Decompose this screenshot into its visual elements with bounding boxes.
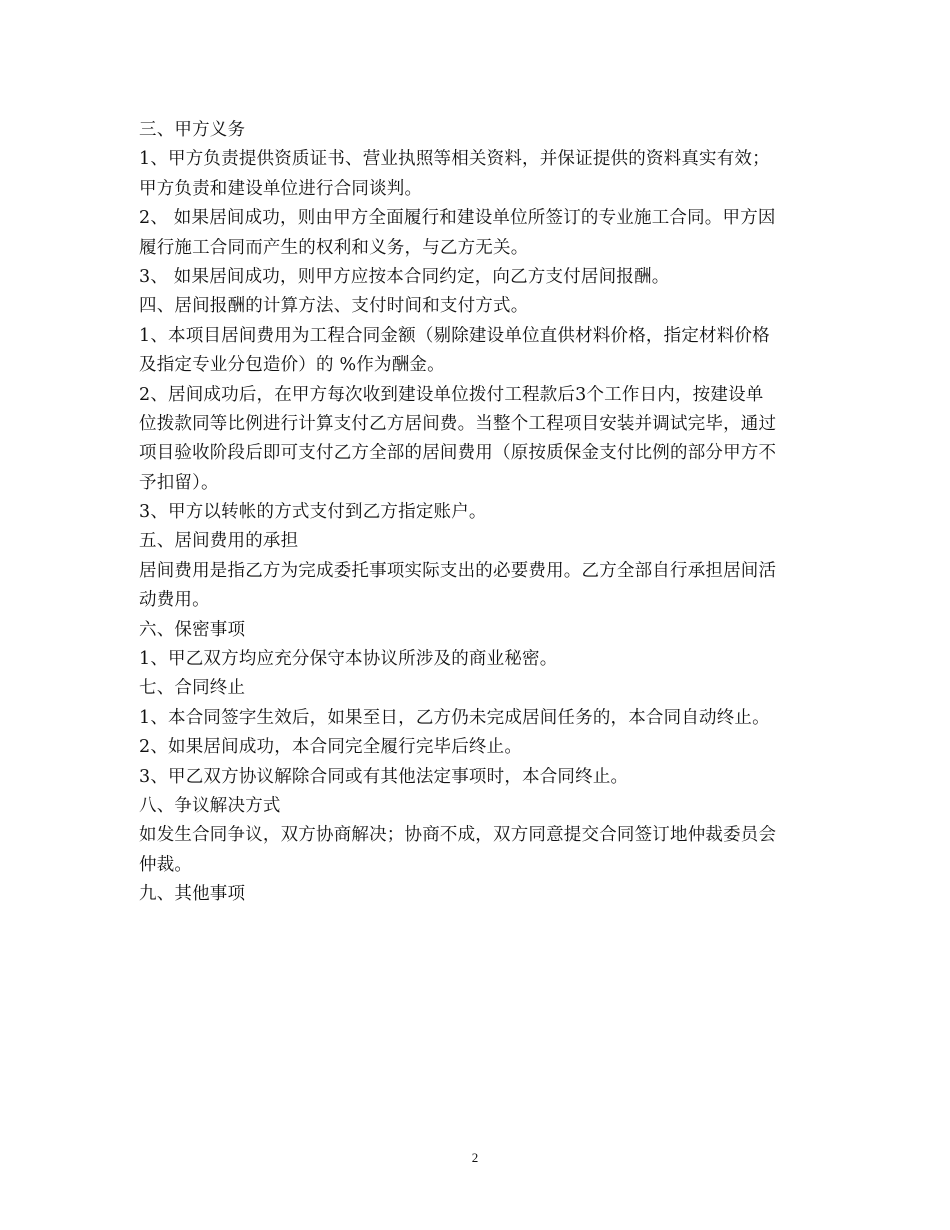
- text-line: 居间费用是指乙方为完成委托事项实际支出的必要费用。乙方全部自行承担居间活: [139, 560, 777, 581]
- section-heading-5: 五、居间费用的承担: [139, 531, 299, 552]
- text-line: 1、甲方负责提供资质证书、营业执照等相关资料，并保证提供的资料真实有效；: [139, 149, 770, 170]
- text-line: 2、 如果居间成功，则由甲方全面履行和建设单位所签订的专业施工合同。甲方因: [139, 208, 776, 229]
- text-line: 如发生合同争议，双方协商解决；协商不成，双方同意提交合同签订地仲裁委员会: [139, 825, 777, 846]
- text-line: 位拨款同等比例进行计算支付乙方居间费。当整个工程项目安装并调试完毕，通过: [139, 413, 777, 434]
- text-line: 1、本项目居间费用为工程合同金额（剔除建设单位直供材料价格，指定材料价格: [139, 325, 770, 346]
- section-heading-6: 六、保密事项: [139, 619, 246, 640]
- text-line: 3、甲方以转帐的方式支付到乙方指定账户。: [139, 502, 487, 523]
- section-heading-8: 八、争议解决方式: [139, 795, 281, 816]
- text-line: 予扣留）。: [139, 472, 219, 493]
- section-heading-3: 三、甲方义务: [139, 120, 246, 140]
- text-line: 2、如果居间成功，本合同完全履行完毕后终止。: [139, 737, 523, 758]
- text-line: 甲方负责和建设单位进行合同谈判。: [139, 178, 423, 199]
- text-line: 3、甲乙双方协议解除合同或有其他法定事项时，本合同终止。: [139, 766, 629, 787]
- text-line: 项目验收阶段后即可支付乙方全部的居间费用（原按质保金支付比例的部分甲方不: [139, 443, 777, 464]
- text-line: 及指定专业分包造价）的 %作为酬金。: [139, 355, 445, 376]
- text-line: 动费用。: [139, 590, 210, 611]
- text-line: 2、居间成功后，在甲方每次收到建设单位拨付工程款后3个工作日内，按建设单: [139, 384, 764, 405]
- text-line: 仲裁。: [139, 854, 193, 875]
- document-body: [139, 116, 819, 910]
- text-line: 1、甲乙双方均应充分保守本协议所涉及的商业秘密。: [139, 649, 558, 670]
- text-line: 3、 如果居间成功，则甲方应按本合同约定，向乙方支付居间报酬。: [139, 266, 670, 287]
- section-heading-9: 九、其他事项: [139, 884, 246, 905]
- text-line: 履行施工合同而产生的权利和义务，与乙方无关。: [139, 237, 529, 258]
- section-heading-7: 七、合同终止: [139, 678, 246, 699]
- text-line: 1、本合同签字生效后，如果至日，乙方仍未完成居间任务的，本合同自动终止。: [139, 707, 770, 728]
- page-number: 2: [471, 1150, 479, 1165]
- section-heading-4: 四、居间报酬的计算方法、支付时间和支付方式。: [139, 296, 529, 317]
